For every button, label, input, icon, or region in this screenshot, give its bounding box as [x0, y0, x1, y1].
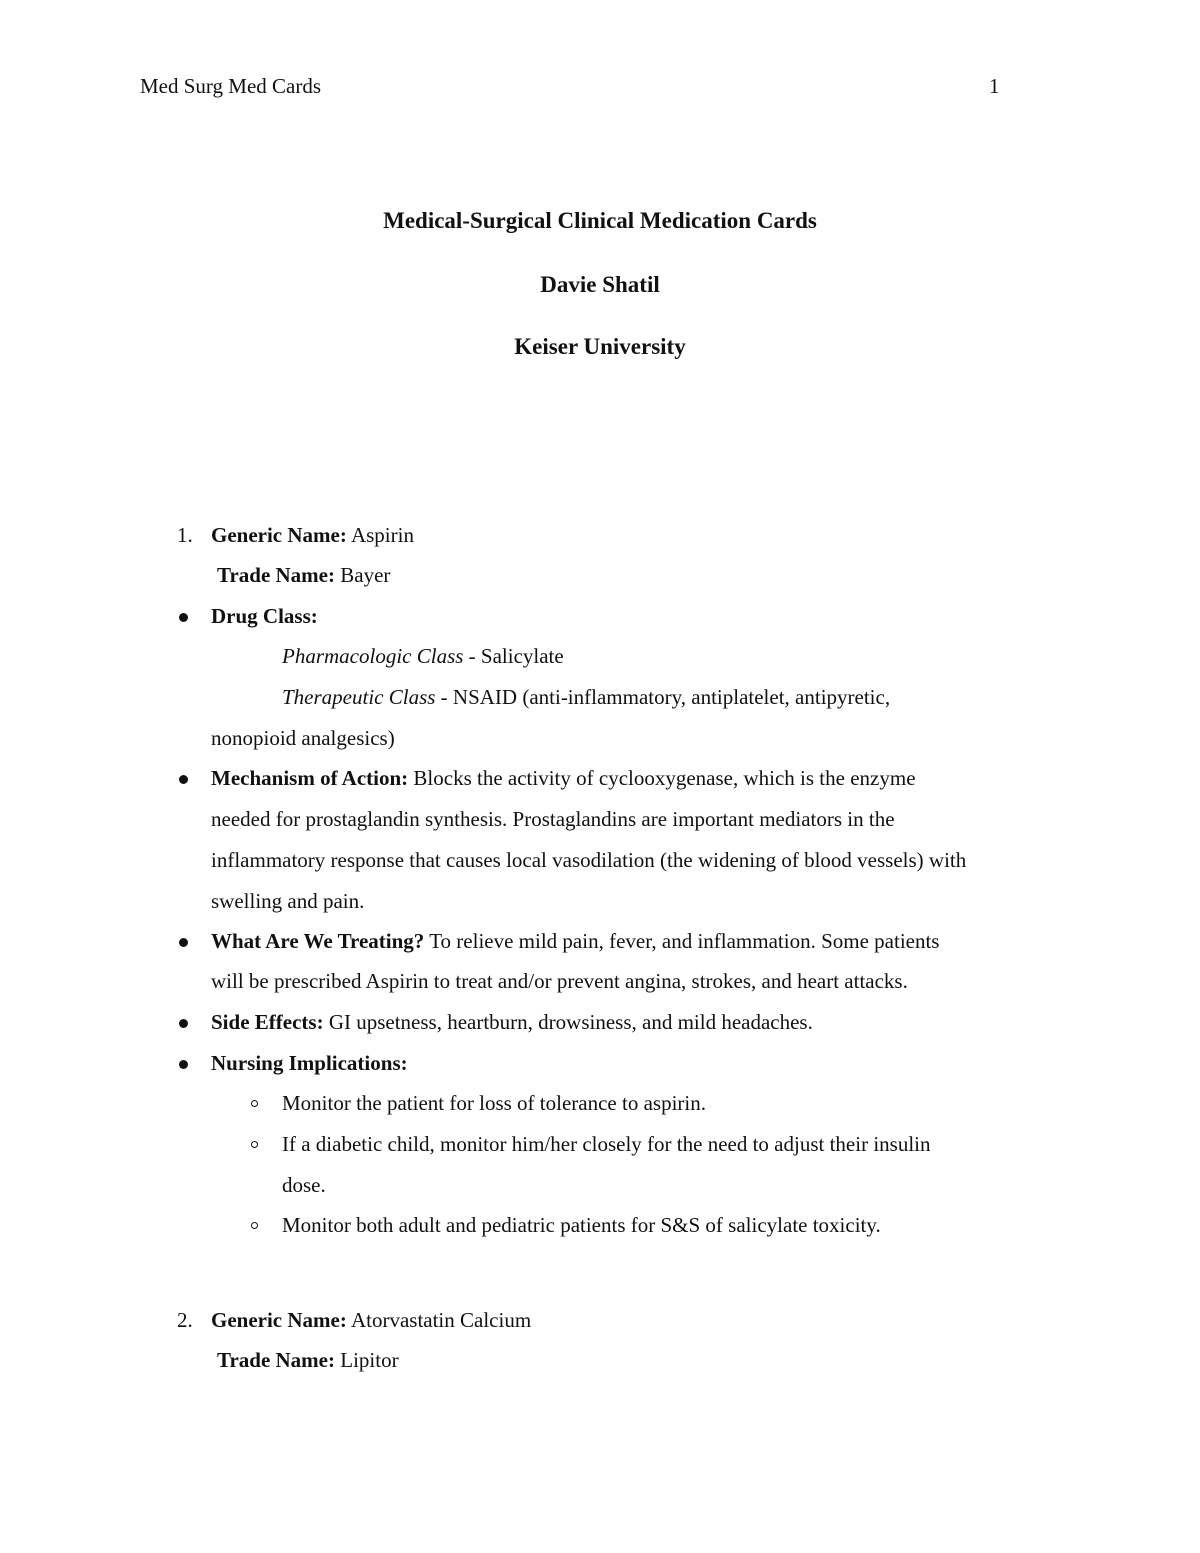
document-title: Medical-Surgical Clinical Medication Cards: [383, 208, 817, 233]
bullet-icon: [179, 938, 188, 947]
treating-label: What Are We Treating?: [211, 929, 425, 953]
generic-name-line: [211, 523, 414, 548]
trade-name-label: Trade Name:: [217, 563, 335, 587]
nursing-item-1: Monitor the patient for loss of tolerance to aspirin.: [282, 1091, 706, 1115]
generic-name-value: Atorvastatin Calcium: [350, 1308, 532, 1332]
nursing-implications-heading: [211, 1051, 408, 1076]
trade-name-line: [217, 563, 390, 588]
circle-bullet-icon: [251, 1222, 258, 1229]
pharmacologic-class-label: Pharmacologic Class: [282, 644, 464, 668]
treating-line-2: will be prescribed Aspirin to treat and/or prevent angina, strokes, and heart attacks.: [211, 969, 908, 993]
pharmacologic-class-line: [282, 644, 564, 669]
mechanism-line-2: needed for prostaglandin synthesis. Prostaglandins are important mediators in the: [211, 807, 895, 831]
circle-bullet-icon: [251, 1100, 258, 1107]
generic-name-label: Generic Name:: [211, 1308, 347, 1332]
institution-name: Keiser University: [514, 334, 686, 359]
mechanism-line-3: inflammatory response that causes local vasodilation (the widening of blood vessels) with: [211, 848, 967, 872]
trade-name-line: [217, 1348, 399, 1373]
card-number: 2.: [177, 1308, 193, 1332]
trade-name-value: Bayer: [340, 563, 391, 587]
treating-text: To relieve mild pain, fever, and inflammation. Some patients: [429, 929, 940, 953]
nursing-item-2: If a diabetic child, monitor him/her closely for the need to adjust their insulin: [282, 1132, 931, 1156]
therapeutic-class-line: [282, 685, 890, 710]
bullet-icon: [179, 1060, 188, 1069]
bullet-icon: [179, 613, 188, 622]
pharmacologic-class-value: - Salicylate: [468, 644, 564, 668]
drug-class-label: [211, 604, 318, 629]
bullet-icon: [179, 775, 188, 784]
page-number: 1: [989, 74, 1000, 98]
running-head: Med Surg Med Cards: [140, 74, 322, 98]
nursing-item-2-continuation: dose.: [282, 1173, 326, 1197]
generic-name-line: [211, 1308, 531, 1333]
circle-bullet-icon: [251, 1141, 258, 1148]
trade-name-label: Trade Name:: [217, 1348, 335, 1372]
drug-class-heading: Drug Class:: [211, 604, 318, 628]
treating-line-1: [211, 929, 939, 954]
therapeutic-class-label: Therapeutic Class: [282, 685, 436, 709]
therapeutic-class-continuation: nonopioid analgesics): [211, 726, 395, 750]
side-effects-label: Side Effects:: [211, 1010, 324, 1034]
therapeutic-class-value: - NSAID (anti-inflammatory, antiplatelet, antipyretic,: [440, 685, 891, 709]
mechanism-line-4: swelling and pain.: [211, 889, 365, 913]
mechanism-line-1: [211, 766, 916, 791]
trade-name-value: Lipitor: [340, 1348, 399, 1372]
nursing-implications-label: Nursing Implications:: [211, 1051, 408, 1075]
nursing-item-3: Monitor both adult and pediatric patients for S&S of salicylate toxicity.: [282, 1213, 881, 1237]
side-effects-text: GI upsetness, heartburn, drowsiness, and mild headaches.: [328, 1010, 813, 1034]
side-effects-line: [211, 1010, 813, 1035]
generic-name-label: Generic Name:: [211, 523, 347, 547]
generic-name-value: Aspirin: [350, 523, 414, 547]
mechanism-text: Blocks the activity of cyclooxygenase, which is the enzyme: [413, 766, 916, 790]
bullet-icon: [179, 1019, 188, 1028]
mechanism-label: Mechanism of Action:: [211, 766, 409, 790]
author-name: Davie Shatil: [540, 272, 660, 297]
card-number: 1.: [177, 523, 193, 547]
